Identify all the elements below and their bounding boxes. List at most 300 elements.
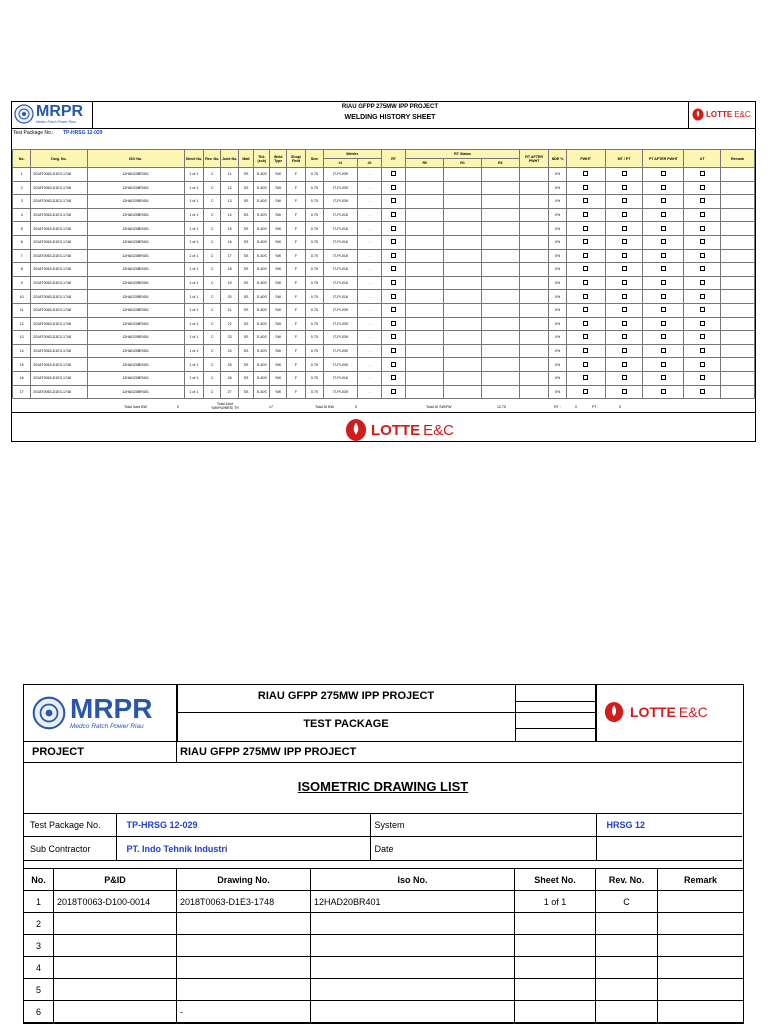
cell-no: 5 (13, 222, 31, 236)
cell-nde: 0% (549, 181, 566, 195)
table-row (24, 957, 744, 979)
th-remark: Remark (658, 869, 744, 891)
cell-remark (658, 1001, 744, 1023)
mt-pt-checkbox[interactable] (622, 348, 627, 353)
cell-nde: 0% (549, 371, 566, 385)
cell-iso (311, 913, 515, 935)
pt-after-pwht-checkbox[interactable] (661, 389, 666, 394)
mt-pt-checkbox[interactable] (622, 375, 627, 380)
cell-size: 0.75 (306, 290, 323, 304)
pt-after-pwht-checkbox[interactable] (661, 280, 666, 285)
th-ut: UT (684, 150, 721, 168)
cell-rev: C (204, 358, 221, 372)
cell-matl: SS (238, 235, 253, 249)
cell-r1 (444, 317, 482, 331)
ut-checkbox-cell (684, 168, 721, 182)
cell-r1 (444, 222, 482, 236)
cell-rev: C (204, 208, 221, 222)
cell-no: 10 (13, 290, 31, 304)
cell-welder-2: - (358, 385, 382, 399)
pwht-checkbox[interactable] (583, 294, 588, 299)
pwht-checkbox[interactable] (583, 171, 588, 176)
table-row (13, 168, 755, 182)
table-row (24, 913, 744, 935)
cell-rev: C (204, 331, 221, 345)
cell-iso: 12HAD20BR401 (87, 371, 184, 385)
ut-checkbox[interactable] (700, 321, 705, 326)
cell-dwg: 2018T0063-D1E3-1748 (31, 385, 87, 399)
cell-size: 0.75 (306, 371, 323, 385)
pt-after-pwht-checkbox[interactable] (661, 362, 666, 367)
cell-sheet: 1 of 1 (184, 303, 203, 317)
cell-size: 0.75 (306, 235, 323, 249)
iso-drawing-table (23, 868, 744, 1023)
lotte-logo (604, 701, 708, 723)
pt-after-pwht-checkbox[interactable] (661, 185, 666, 190)
subcontractor-value: PT. Indo Tehnik Industri (116, 837, 370, 861)
pwht-checkbox-cell (566, 303, 605, 317)
cell-sheet: 1 of 1 (184, 276, 203, 290)
test-package-label: Test Package No.: (13, 130, 54, 136)
cell-r2 (481, 344, 519, 358)
pwht-checkbox-cell (566, 290, 605, 304)
cell-shop-field: F (286, 331, 305, 345)
cell-matl: SS (238, 168, 253, 182)
cell-no: 4 (13, 208, 31, 222)
th-matl: Matl (238, 150, 253, 168)
cell-welder-1: IT-PI-039 (323, 303, 358, 317)
rt-checkbox[interactable] (391, 362, 396, 367)
rt-checkbox[interactable] (391, 212, 396, 217)
lotte-emblem-icon (692, 108, 704, 121)
project-title: RIAU GFPP 275MW IPP PROJECT (341, 104, 439, 110)
cell-shop-field: F (286, 290, 305, 304)
cell-joint: 18 (221, 263, 238, 277)
cell-no: 2 (24, 913, 54, 935)
pt-after-pwht-checkbox[interactable] (661, 171, 666, 176)
table-row (13, 195, 755, 209)
rt-checkbox[interactable] (391, 294, 396, 299)
table-row (13, 181, 755, 195)
ut-checkbox[interactable] (700, 307, 705, 312)
cell-nde: 0% (549, 222, 566, 236)
cell-shop-field: F (286, 358, 305, 372)
cell-remark (658, 891, 744, 913)
package-info-table (24, 813, 742, 861)
mt-pt-checkbox[interactable] (622, 294, 627, 299)
cell-r2 (481, 208, 519, 222)
pwht-checkbox[interactable] (583, 362, 588, 367)
cell-drawing (177, 935, 311, 957)
ut-checkbox[interactable] (700, 185, 705, 190)
project-row (24, 742, 742, 763)
cell-remark (721, 317, 755, 331)
cell-matl: SS (238, 344, 253, 358)
table-row (24, 891, 744, 913)
cell-remark (721, 181, 755, 195)
cell-rt-after-pwht (519, 235, 549, 249)
cell-rev: C (204, 181, 221, 195)
cell-r1 (444, 181, 482, 195)
cell-nde: 0% (549, 195, 566, 209)
pwht-checkbox[interactable] (583, 321, 588, 326)
total-di-sw-value: 12.75 (497, 405, 506, 409)
cell-dwg: 2018T0063-D1E3-1748 (31, 290, 87, 304)
cell-remark (658, 935, 744, 957)
cell-sheet: 1 of 1 (515, 891, 596, 913)
pt-after-pwht-checkbox[interactable] (661, 239, 666, 244)
th-nde: NDE % (549, 150, 566, 168)
cell-dwg: 2018T0063-D1E3-1748 (31, 195, 87, 209)
ut-checkbox[interactable] (700, 226, 705, 231)
pwht-checkbox[interactable] (583, 375, 588, 380)
cell-nde: 0% (549, 235, 566, 249)
th-welder-2: #2 (358, 159, 382, 168)
lotte-name: LOTTE (630, 704, 676, 720)
th-remark: Remark (721, 150, 755, 168)
mrpr-logo (14, 104, 83, 124)
ut-checkbox[interactable] (700, 362, 705, 367)
cell-r0 (406, 263, 444, 277)
cell-remark (721, 303, 755, 317)
cell-shop-field: F (286, 222, 305, 236)
mt-pt-checkbox[interactable] (622, 212, 627, 217)
pwht-checkbox-cell (566, 208, 605, 222)
mt-pt-checkbox[interactable] (622, 171, 627, 176)
lotte-emblem-icon (604, 701, 624, 723)
sheet-title: WELDING HISTORY SHEET (344, 114, 436, 121)
cell-nde: 0% (549, 331, 566, 345)
list-title-row (24, 763, 742, 814)
cell-r0 (406, 235, 444, 249)
rt-checkbox[interactable] (391, 375, 396, 380)
pwht-checkbox[interactable] (583, 348, 588, 353)
cell-dwg: 2018T0063-D1E3-1748 (31, 263, 87, 277)
cell-dwg: 2018T0063-D1E3-1748 (31, 168, 87, 182)
cell-iso: 12HAD20BR401 (87, 385, 184, 399)
mt-pt-checkbox-cell (605, 263, 643, 277)
total-di-bw-label: Total DI BW (315, 405, 334, 409)
cell-no: 3 (24, 935, 54, 957)
pt-after-pwht-checkbox[interactable] (661, 307, 666, 312)
th-rt: RT (381, 150, 406, 168)
pwht-checkbox[interactable] (583, 226, 588, 231)
cell-rev: C (204, 303, 221, 317)
cell-thk: S-40S (254, 385, 270, 399)
cell-thk: S-40S (254, 263, 270, 277)
ut-checkbox[interactable] (700, 198, 705, 203)
cell-size: 0.75 (306, 358, 323, 372)
total-di-sw-label: Total DI SW/FW (426, 405, 452, 409)
total-di-bw-value: 0 (355, 405, 357, 409)
ut-checkbox[interactable] (700, 389, 705, 394)
cell-joint: 20 (221, 290, 238, 304)
cell-remark (721, 385, 755, 399)
rt-checkbox[interactable] (391, 348, 396, 353)
cell-remark (721, 195, 755, 209)
cell-r1 (444, 208, 482, 222)
pwht-checkbox[interactable] (583, 198, 588, 203)
rt-value: 0 (575, 405, 577, 409)
mt-pt-checkbox[interactable] (622, 239, 627, 244)
cell-rev: C (204, 249, 221, 263)
pt-after-pwht-checkbox[interactable] (661, 212, 666, 217)
pwht-checkbox-cell (566, 263, 605, 277)
rt-checkbox[interactable] (391, 334, 396, 339)
cell-drawing (177, 957, 311, 979)
cell-thk: S-40S (254, 195, 270, 209)
rt-checkbox[interactable] (391, 171, 396, 176)
cell-no: 16 (13, 371, 31, 385)
cell-weld-type: SW (270, 249, 286, 263)
pwht-checkbox[interactable] (583, 253, 588, 258)
cell-r2 (481, 168, 519, 182)
pwht-checkbox-cell (566, 344, 605, 358)
rt-checkbox-cell (381, 235, 406, 249)
cell-r0 (406, 195, 444, 209)
cell-nde: 0% (549, 290, 566, 304)
ut-checkbox[interactable] (700, 266, 705, 271)
pt-after-pwht-checkbox-cell (643, 303, 684, 317)
pt-after-pwht-checkbox[interactable] (661, 253, 666, 258)
pwht-checkbox[interactable] (583, 334, 588, 339)
cell-iso (311, 957, 515, 979)
rt-checkbox-cell (381, 208, 406, 222)
date-label: Date (370, 837, 596, 861)
table-row (13, 276, 755, 290)
cell-weld-type: SW (270, 358, 286, 372)
pwht-checkbox[interactable] (583, 280, 588, 285)
ut-checkbox[interactable] (700, 375, 705, 380)
cell-shop-field: F (286, 181, 305, 195)
pwht-checkbox[interactable] (583, 185, 588, 190)
cell-joint: 12 (221, 181, 238, 195)
total-joint-sw-label: Total Joint SW/FW/BRS/ TH (211, 402, 239, 410)
pwht-checkbox-cell (566, 168, 605, 182)
mt-pt-checkbox[interactable] (622, 185, 627, 190)
ut-checkbox[interactable] (700, 348, 705, 353)
footer-lotte-logo (345, 418, 454, 442)
cell-rt-after-pwht (519, 385, 549, 399)
mrpr-logo-text: MRPR (70, 693, 153, 724)
cell-r2 (481, 371, 519, 385)
cell-rev: C (204, 385, 221, 399)
mrpr-logo-sub: Medco Ratch Power Riau (36, 120, 76, 124)
rt-checkbox[interactable] (391, 266, 396, 271)
mt-pt-checkbox[interactable] (622, 280, 627, 285)
cell-remark (658, 979, 744, 1001)
pt-after-pwht-checkbox[interactable] (661, 348, 666, 353)
pwht-checkbox[interactable] (583, 389, 588, 394)
welding-history-sheet (11, 101, 756, 442)
rt-checkbox[interactable] (391, 280, 396, 285)
th-pwht: PWHT (566, 150, 605, 168)
lotte-emblem-icon (345, 418, 367, 442)
pt-after-pwht-checkbox[interactable] (661, 226, 666, 231)
cell-r2 (481, 249, 519, 263)
th-dwg: Dwg. No. (31, 150, 87, 168)
cell-sheet (515, 979, 596, 1001)
rt-checkbox[interactable] (391, 185, 396, 190)
cell-sheet: 1 of 1 (184, 195, 203, 209)
mt-pt-checkbox[interactable] (622, 226, 627, 231)
ut-checkbox-cell (684, 208, 721, 222)
ut-checkbox[interactable] (700, 212, 705, 217)
mt-pt-checkbox-cell (605, 181, 643, 195)
mt-pt-checkbox[interactable] (622, 253, 627, 258)
pwht-checkbox[interactable] (583, 266, 588, 271)
cell-dwg: 2018T0063-D1E3-1748 (31, 208, 87, 222)
ut-checkbox[interactable] (700, 171, 705, 176)
cell-sheet: 1 of 1 (184, 331, 203, 345)
cell-welder-1: IT-PI-016 (323, 263, 358, 277)
mt-pt-checkbox-cell (605, 195, 643, 209)
cell-remark (721, 276, 755, 290)
cell-joint: 24 (221, 344, 238, 358)
cell-joint: 16 (221, 235, 238, 249)
pt-after-pwht-checkbox[interactable] (661, 294, 666, 299)
cell-r0 (406, 385, 444, 399)
cell-welder-1: IT-PI-039 (323, 195, 358, 209)
cell-weld-type: SW (270, 263, 286, 277)
mt-pt-checkbox[interactable] (622, 321, 627, 326)
cell-size: 0.75 (306, 168, 323, 182)
rt-checkbox[interactable] (391, 226, 396, 231)
ut-checkbox-cell (684, 195, 721, 209)
cell-sheet: 1 of 1 (184, 290, 203, 304)
cell-joint: 26 (221, 371, 238, 385)
pwht-checkbox-cell (566, 358, 605, 372)
cell-welder-1: IT-PI-016 (323, 235, 358, 249)
cell-rt-after-pwht (519, 222, 549, 236)
mt-pt-checkbox[interactable] (622, 334, 627, 339)
sheet2-header (24, 685, 742, 742)
cell-size: 0.75 (306, 344, 323, 358)
th-r1: R1 (444, 159, 482, 168)
mt-pt-checkbox-cell (605, 276, 643, 290)
pt-after-pwht-checkbox-cell (643, 235, 684, 249)
cell-r0 (406, 168, 444, 182)
cell-rt-after-pwht (519, 181, 549, 195)
mt-pt-checkbox[interactable] (622, 307, 627, 312)
rt-checkbox[interactable] (391, 389, 396, 394)
table-row (13, 358, 755, 372)
th-shop-field: Shop/ Field (286, 150, 305, 168)
pwht-checkbox[interactable] (583, 239, 588, 244)
table-row (13, 290, 755, 304)
footer-lotte-suffix: E&C (423, 421, 455, 439)
ut-checkbox[interactable] (700, 280, 705, 285)
ut-checkbox[interactable] (700, 334, 705, 339)
rt-checkbox-cell (381, 358, 406, 372)
cell-no: 11 (13, 303, 31, 317)
pt-after-pwht-checkbox-cell (643, 249, 684, 263)
cell-matl: SS (238, 208, 253, 222)
cell-remark (721, 331, 755, 345)
cell-welder-2: - (358, 344, 382, 358)
cell-weld-type: SW (270, 222, 286, 236)
rt-checkbox[interactable] (391, 307, 396, 312)
ut-checkbox-cell (684, 385, 721, 399)
cell-joint: 11 (221, 168, 238, 182)
cell-thk: S-40S (254, 235, 270, 249)
cell-rt-after-pwht (519, 303, 549, 317)
rt-checkbox[interactable] (391, 253, 396, 258)
welding-table-body (13, 168, 755, 399)
cell-joint: 21 (221, 303, 238, 317)
cell-r0 (406, 344, 444, 358)
cell-welder-2: - (358, 195, 382, 209)
cell-size: 0.75 (306, 331, 323, 345)
pt-after-pwht-checkbox[interactable] (661, 321, 666, 326)
pwht-checkbox[interactable] (583, 307, 588, 312)
cell-remark (721, 371, 755, 385)
cell-rev: C (204, 235, 221, 249)
th-drawing: Drawing No. (177, 869, 311, 891)
cell-rev: C (596, 891, 658, 913)
pt-after-pwht-checkbox[interactable] (661, 375, 666, 380)
cell-iso: 12HAD20BR401 (87, 358, 184, 372)
pwht-checkbox-cell (566, 195, 605, 209)
th-rev: Rev. No. (596, 869, 658, 891)
mrpr-emblem-icon (32, 696, 66, 730)
mrpr-logo-large (32, 695, 152, 730)
cell-no: 9 (13, 276, 31, 290)
cell-r1 (444, 276, 482, 290)
system-value: HRSG 12 (596, 813, 742, 837)
cell-r2 (481, 290, 519, 304)
cell-dwg: 2018T0063-D1E3-1748 (31, 181, 87, 195)
ut-checkbox[interactable] (700, 294, 705, 299)
rt-checkbox[interactable] (391, 239, 396, 244)
cell-dwg: 2018T0063-D1E3-1748 (31, 249, 87, 263)
cell-thk: S-40S (254, 303, 270, 317)
cell-r1 (444, 263, 482, 277)
rt-checkbox[interactable] (391, 198, 396, 203)
pt-after-pwht-checkbox[interactable] (661, 334, 666, 339)
pt-after-pwht-checkbox[interactable] (661, 266, 666, 271)
rt-checkbox[interactable] (391, 321, 396, 326)
ut-checkbox[interactable] (700, 239, 705, 244)
pwht-checkbox[interactable] (583, 212, 588, 217)
ut-checkbox[interactable] (700, 253, 705, 258)
pt-value: 0 (619, 405, 621, 409)
mt-pt-checkbox-cell (605, 371, 643, 385)
cell-sheet: 1 of 1 (184, 371, 203, 385)
cell-joint: 19 (221, 276, 238, 290)
cell-rev: C (204, 290, 221, 304)
mt-pt-checkbox[interactable] (622, 198, 627, 203)
mt-pt-checkbox[interactable] (622, 362, 627, 367)
pt-label: PT : (592, 405, 599, 409)
cell-iso: 12HAD20BR401 (87, 168, 184, 182)
mt-pt-checkbox[interactable] (622, 389, 627, 394)
cell-welder-2: - (358, 249, 382, 263)
ut-checkbox-cell (684, 303, 721, 317)
cell-iso: 12HAD20BR401 (87, 331, 184, 345)
cell-matl: SS (238, 249, 253, 263)
mt-pt-checkbox[interactable] (622, 266, 627, 271)
pwht-checkbox-cell (566, 385, 605, 399)
rt-checkbox-cell (381, 290, 406, 304)
cell-rev (596, 935, 658, 957)
pt-after-pwht-checkbox[interactable] (661, 198, 666, 203)
cell-size: 0.75 (306, 303, 323, 317)
cell-r0 (406, 303, 444, 317)
table-row (13, 222, 755, 236)
cell-r0 (406, 371, 444, 385)
cell-rev: C (204, 195, 221, 209)
